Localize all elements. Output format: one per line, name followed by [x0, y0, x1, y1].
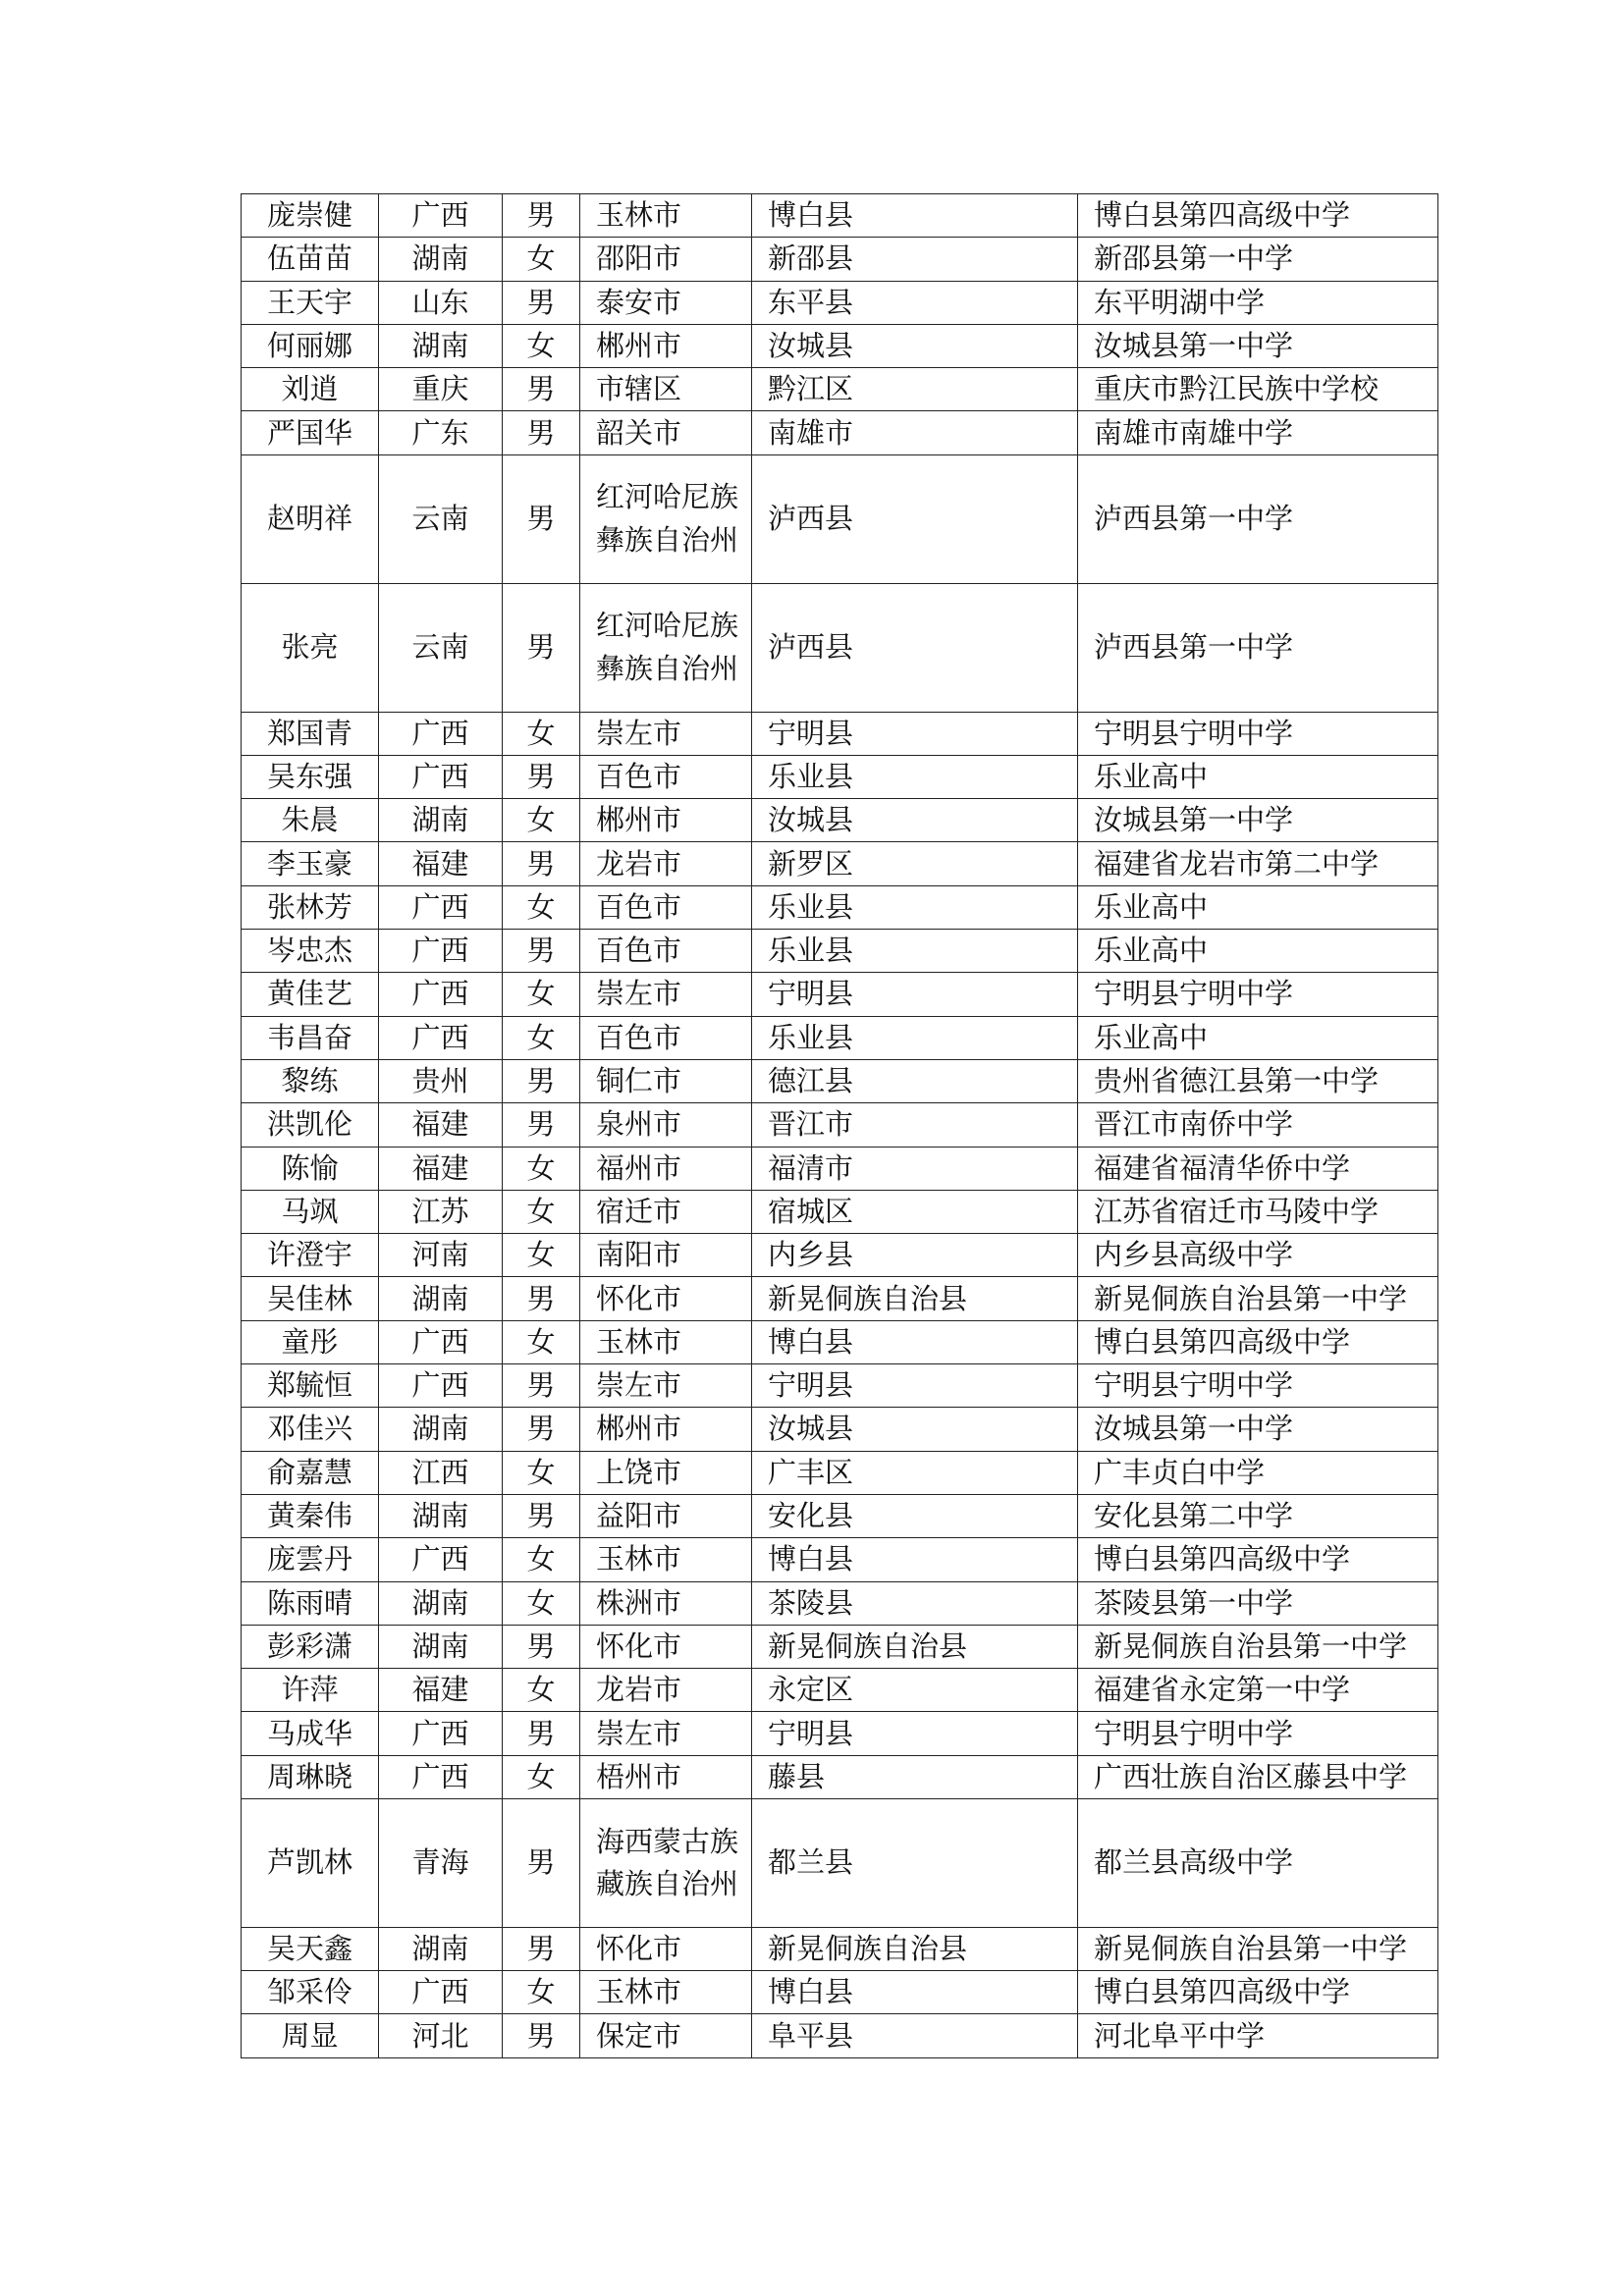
cell-school: 茶陵县第一中学	[1078, 1581, 1438, 1625]
cell-province: 河南	[379, 1234, 503, 1277]
cell-name: 吴天鑫	[242, 1927, 379, 1970]
cell-city: 怀化市	[580, 1277, 752, 1320]
cell-province: 贵州	[379, 1059, 503, 1102]
cell-gender: 男	[503, 1927, 580, 1970]
cell-name: 黎练	[242, 1059, 379, 1102]
cell-county: 新晃侗族自治县	[752, 1927, 1078, 1970]
cell-name: 庞崇健	[242, 194, 379, 238]
cell-school: 博白县第四高级中学	[1078, 1971, 1438, 2014]
cell-name: 陈雨晴	[242, 1581, 379, 1625]
cell-name: 刘逍	[242, 368, 379, 411]
cell-gender: 男	[503, 1494, 580, 1537]
cell-county: 新罗区	[752, 842, 1078, 885]
cell-name: 伍苗苗	[242, 238, 379, 281]
cell-name: 黄佳艺	[242, 973, 379, 1016]
cell-name: 郑毓恒	[242, 1364, 379, 1408]
cell-province: 广西	[379, 1755, 503, 1798]
cell-name: 邹采伶	[242, 1971, 379, 2014]
cell-gender: 男	[503, 411, 580, 454]
cell-province: 青海	[379, 1798, 503, 1927]
cell-county: 安化县	[752, 1494, 1078, 1537]
cell-province: 广西	[379, 1971, 503, 2014]
cell-gender: 男	[503, 1364, 580, 1408]
cell-name: 彭彩潇	[242, 1625, 379, 1668]
cell-province: 山东	[379, 281, 503, 324]
cell-city: 郴州市	[580, 799, 752, 842]
cell-name: 许澄宇	[242, 1234, 379, 1277]
cell-gender: 女	[503, 1581, 580, 1625]
table-row	[242, 281, 1438, 324]
table-row	[242, 324, 1438, 367]
table-row	[242, 973, 1438, 1016]
cell-city: 龙岩市	[580, 842, 752, 885]
cell-gender: 女	[503, 1451, 580, 1494]
cell-gender: 男	[503, 1408, 580, 1451]
cell-gender: 女	[503, 712, 580, 755]
student-roster-table	[241, 193, 1438, 2058]
cell-gender: 女	[503, 1538, 580, 1581]
cell-school: 广丰贞白中学	[1078, 1451, 1438, 1494]
cell-city: 崇左市	[580, 1712, 752, 1755]
cell-name: 朱晨	[242, 799, 379, 842]
cell-county: 广丰区	[752, 1451, 1078, 1494]
cell-gender: 男	[503, 1798, 580, 1927]
table-row	[242, 1277, 1438, 1320]
cell-name: 黄秦伟	[242, 1494, 379, 1537]
cell-city: 泉州市	[580, 1103, 752, 1147]
cell-county: 东平县	[752, 281, 1078, 324]
cell-city: 南阳市	[580, 1234, 752, 1277]
cell-county: 博白县	[752, 1971, 1078, 2014]
cell-school: 广西壮族自治区藤县中学	[1078, 1755, 1438, 1798]
cell-school: 新晃侗族自治县第一中学	[1078, 1927, 1438, 1970]
cell-city: 百色市	[580, 755, 752, 798]
cell-school: 福建省永定第一中学	[1078, 1669, 1438, 1712]
cell-county: 泸西县	[752, 454, 1078, 583]
table-row	[242, 1755, 1438, 1798]
table-row	[242, 1927, 1438, 1970]
cell-county: 汝城县	[752, 799, 1078, 842]
cell-name: 邓佳兴	[242, 1408, 379, 1451]
cell-gender: 男	[503, 1625, 580, 1668]
cell-province: 重庆	[379, 368, 503, 411]
cell-name: 韦昌奋	[242, 1016, 379, 1059]
cell-gender: 男	[503, 454, 580, 583]
cell-name: 陈愉	[242, 1147, 379, 1190]
cell-county: 汝城县	[752, 1408, 1078, 1451]
cell-province: 湖南	[379, 1927, 503, 1970]
cell-gender: 女	[503, 324, 580, 367]
cell-school: 江苏省宿迁市马陵中学	[1078, 1190, 1438, 1233]
cell-school: 东平明湖中学	[1078, 281, 1438, 324]
table-row	[242, 2014, 1438, 2057]
cell-province: 湖南	[379, 1408, 503, 1451]
cell-province: 广东	[379, 411, 503, 454]
cell-school: 新晃侗族自治县第一中学	[1078, 1625, 1438, 1668]
table-row	[242, 583, 1438, 712]
cell-school: 新晃侗族自治县第一中学	[1078, 1277, 1438, 1320]
cell-school: 乐业高中	[1078, 755, 1438, 798]
cell-gender: 女	[503, 1320, 580, 1363]
cell-city: 韶关市	[580, 411, 752, 454]
cell-county: 宁明县	[752, 712, 1078, 755]
table-row	[242, 1364, 1438, 1408]
cell-gender: 女	[503, 799, 580, 842]
cell-city: 怀化市	[580, 1927, 752, 1970]
cell-school: 乐业高中	[1078, 1016, 1438, 1059]
cell-name: 岑忠杰	[242, 930, 379, 973]
cell-city: 泰安市	[580, 281, 752, 324]
cell-name: 赵明祥	[242, 454, 379, 583]
cell-province: 福建	[379, 842, 503, 885]
table-row	[242, 454, 1438, 583]
cell-gender: 女	[503, 1234, 580, 1277]
cell-gender: 女	[503, 1971, 580, 2014]
table-row	[242, 1320, 1438, 1363]
cell-city: 市辖区	[580, 368, 752, 411]
cell-name: 马成华	[242, 1712, 379, 1755]
cell-school: 乐业高中	[1078, 930, 1438, 973]
table-row	[242, 411, 1438, 454]
cell-province: 福建	[379, 1147, 503, 1190]
cell-county: 宁明县	[752, 1712, 1078, 1755]
cell-name: 洪凯伦	[242, 1103, 379, 1147]
cell-gender: 男	[503, 1103, 580, 1147]
cell-gender: 女	[503, 1147, 580, 1190]
cell-county: 汝城县	[752, 324, 1078, 367]
cell-province: 广西	[379, 1712, 503, 1755]
cell-gender: 女	[503, 973, 580, 1016]
cell-province: 云南	[379, 454, 503, 583]
cell-county: 茶陵县	[752, 1581, 1078, 1625]
cell-gender: 男	[503, 583, 580, 712]
cell-city: 红河哈尼族彝族自治州	[580, 454, 752, 583]
table-row	[242, 799, 1438, 842]
cell-school: 贵州省德江县第一中学	[1078, 1059, 1438, 1102]
cell-gender: 男	[503, 755, 580, 798]
cell-county: 新晃侗族自治县	[752, 1625, 1078, 1668]
cell-city: 梧州市	[580, 1755, 752, 1798]
cell-school: 博白县第四高级中学	[1078, 194, 1438, 238]
cell-county: 乐业县	[752, 755, 1078, 798]
cell-county: 博白县	[752, 1320, 1078, 1363]
table-row	[242, 1234, 1438, 1277]
table-row	[242, 1451, 1438, 1494]
cell-school: 泸西县第一中学	[1078, 583, 1438, 712]
cell-province: 江西	[379, 1451, 503, 1494]
cell-city: 上饶市	[580, 1451, 752, 1494]
cell-gender: 女	[503, 885, 580, 929]
cell-school: 宁明县宁明中学	[1078, 973, 1438, 1016]
table-row	[242, 712, 1438, 755]
cell-gender: 女	[503, 238, 580, 281]
cell-province: 云南	[379, 583, 503, 712]
cell-city: 玉林市	[580, 194, 752, 238]
cell-school: 河北阜平中学	[1078, 2014, 1438, 2057]
table-row	[242, 1798, 1438, 1927]
cell-city: 邵阳市	[580, 238, 752, 281]
cell-province: 湖南	[379, 799, 503, 842]
cell-province: 湖南	[379, 1581, 503, 1625]
table-row	[242, 1712, 1438, 1755]
cell-school: 内乡县高级中学	[1078, 1234, 1438, 1277]
cell-name: 张亮	[242, 583, 379, 712]
table-row	[242, 1103, 1438, 1147]
cell-school: 泸西县第一中学	[1078, 454, 1438, 583]
cell-province: 广西	[379, 755, 503, 798]
cell-gender: 男	[503, 194, 580, 238]
table-row	[242, 1147, 1438, 1190]
cell-county: 博白县	[752, 1538, 1078, 1581]
table-row	[242, 1190, 1438, 1233]
cell-name: 马飒	[242, 1190, 379, 1233]
cell-name: 童彤	[242, 1320, 379, 1363]
table-row	[242, 1059, 1438, 1102]
cell-city: 玉林市	[580, 1971, 752, 2014]
cell-province: 广西	[379, 1364, 503, 1408]
cell-county: 福清市	[752, 1147, 1078, 1190]
cell-province: 广西	[379, 1320, 503, 1363]
cell-county: 藤县	[752, 1755, 1078, 1798]
cell-gender: 女	[503, 1190, 580, 1233]
cell-city: 玉林市	[580, 1320, 752, 1363]
cell-province: 广西	[379, 194, 503, 238]
cell-gender: 男	[503, 842, 580, 885]
cell-name: 许萍	[242, 1669, 379, 1712]
cell-city: 红河哈尼族彝族自治州	[580, 583, 752, 712]
cell-gender: 女	[503, 1016, 580, 1059]
table-row	[242, 194, 1438, 238]
cell-name: 李玉豪	[242, 842, 379, 885]
cell-county: 晋江市	[752, 1103, 1078, 1147]
cell-county: 乐业县	[752, 930, 1078, 973]
cell-name: 周琳晓	[242, 1755, 379, 1798]
table-row	[242, 755, 1438, 798]
cell-gender: 男	[503, 281, 580, 324]
cell-province: 福建	[379, 1103, 503, 1147]
table-row	[242, 1016, 1438, 1059]
cell-city: 百色市	[580, 930, 752, 973]
cell-city: 保定市	[580, 2014, 752, 2057]
cell-gender: 女	[503, 1669, 580, 1712]
cell-city: 崇左市	[580, 712, 752, 755]
cell-province: 广西	[379, 973, 503, 1016]
cell-city: 郴州市	[580, 324, 752, 367]
cell-county: 都兰县	[752, 1798, 1078, 1927]
cell-school: 都兰县高级中学	[1078, 1798, 1438, 1927]
cell-name: 何丽娜	[242, 324, 379, 367]
cell-province: 广西	[379, 1016, 503, 1059]
table-row	[242, 885, 1438, 929]
table-row	[242, 1494, 1438, 1537]
cell-city: 福州市	[580, 1147, 752, 1190]
table-row	[242, 368, 1438, 411]
cell-gender: 男	[503, 2014, 580, 2057]
cell-province: 广西	[379, 1538, 503, 1581]
cell-city: 百色市	[580, 1016, 752, 1059]
cell-city: 益阳市	[580, 1494, 752, 1537]
table-row	[242, 930, 1438, 973]
cell-city: 郴州市	[580, 1408, 752, 1451]
cell-school: 宁明县宁明中学	[1078, 712, 1438, 755]
cell-name: 严国华	[242, 411, 379, 454]
cell-school: 南雄市南雄中学	[1078, 411, 1438, 454]
cell-gender: 男	[503, 930, 580, 973]
cell-city: 崇左市	[580, 1364, 752, 1408]
cell-gender: 男	[503, 1277, 580, 1320]
table-row	[242, 1408, 1438, 1451]
cell-county: 黔江区	[752, 368, 1078, 411]
cell-school: 宁明县宁明中学	[1078, 1712, 1438, 1755]
cell-city: 株洲市	[580, 1581, 752, 1625]
cell-county: 泸西县	[752, 583, 1078, 712]
cell-gender: 男	[503, 1059, 580, 1102]
cell-school: 汝城县第一中学	[1078, 1408, 1438, 1451]
cell-city: 百色市	[580, 885, 752, 929]
table-row	[242, 1581, 1438, 1625]
cell-county: 乐业县	[752, 885, 1078, 929]
cell-school: 宁明县宁明中学	[1078, 1364, 1438, 1408]
cell-province: 福建	[379, 1669, 503, 1712]
cell-school: 晋江市南侨中学	[1078, 1103, 1438, 1147]
table-row	[242, 238, 1438, 281]
cell-name: 庞雲丹	[242, 1538, 379, 1581]
table-row	[242, 1669, 1438, 1712]
cell-county: 乐业县	[752, 1016, 1078, 1059]
cell-county: 阜平县	[752, 2014, 1078, 2057]
cell-name: 周显	[242, 2014, 379, 2057]
cell-school: 博白县第四高级中学	[1078, 1538, 1438, 1581]
cell-province: 江苏	[379, 1190, 503, 1233]
cell-county: 宁明县	[752, 1364, 1078, 1408]
cell-school: 汝城县第一中学	[1078, 799, 1438, 842]
cell-gender: 男	[503, 368, 580, 411]
table-row	[242, 1971, 1438, 2014]
cell-gender: 女	[503, 1755, 580, 1798]
cell-province: 广西	[379, 885, 503, 929]
cell-name: 郑国青	[242, 712, 379, 755]
cell-school: 福建省福清华侨中学	[1078, 1147, 1438, 1190]
cell-city: 宿迁市	[580, 1190, 752, 1233]
cell-name: 王天宇	[242, 281, 379, 324]
cell-school: 重庆市黔江民族中学校	[1078, 368, 1438, 411]
cell-city: 怀化市	[580, 1625, 752, 1668]
cell-county: 宁明县	[752, 973, 1078, 1016]
cell-city: 崇左市	[580, 973, 752, 1016]
cell-province: 广西	[379, 712, 503, 755]
cell-gender: 男	[503, 1712, 580, 1755]
cell-city: 龙岩市	[580, 1669, 752, 1712]
cell-province: 湖南	[379, 238, 503, 281]
table-row	[242, 1625, 1438, 1668]
cell-province: 湖南	[379, 324, 503, 367]
cell-name: 吴佳林	[242, 1277, 379, 1320]
cell-county: 永定区	[752, 1669, 1078, 1712]
roster-body	[242, 194, 1438, 2058]
cell-name: 俞嘉慧	[242, 1451, 379, 1494]
cell-name: 张林芳	[242, 885, 379, 929]
cell-name: 芦凯林	[242, 1798, 379, 1927]
cell-name: 吴东强	[242, 755, 379, 798]
cell-school: 新邵县第一中学	[1078, 238, 1438, 281]
cell-province: 河北	[379, 2014, 503, 2057]
cell-county: 德江县	[752, 1059, 1078, 1102]
cell-school: 安化县第二中学	[1078, 1494, 1438, 1537]
cell-city: 海西蒙古族藏族自治州	[580, 1798, 752, 1927]
cell-city: 玉林市	[580, 1538, 752, 1581]
cell-province: 湖南	[379, 1277, 503, 1320]
cell-school: 汝城县第一中学	[1078, 324, 1438, 367]
cell-county: 新邵县	[752, 238, 1078, 281]
table-row	[242, 842, 1438, 885]
cell-province: 湖南	[379, 1625, 503, 1668]
cell-province: 湖南	[379, 1494, 503, 1537]
cell-school: 福建省龙岩市第二中学	[1078, 842, 1438, 885]
cell-school: 乐业高中	[1078, 885, 1438, 929]
cell-county: 宿城区	[752, 1190, 1078, 1233]
cell-school: 博白县第四高级中学	[1078, 1320, 1438, 1363]
cell-city: 铜仁市	[580, 1059, 752, 1102]
cell-county: 南雄市	[752, 411, 1078, 454]
cell-county: 新晃侗族自治县	[752, 1277, 1078, 1320]
cell-county: 博白县	[752, 194, 1078, 238]
table-row	[242, 1538, 1438, 1581]
cell-county: 内乡县	[752, 1234, 1078, 1277]
cell-province: 广西	[379, 930, 503, 973]
